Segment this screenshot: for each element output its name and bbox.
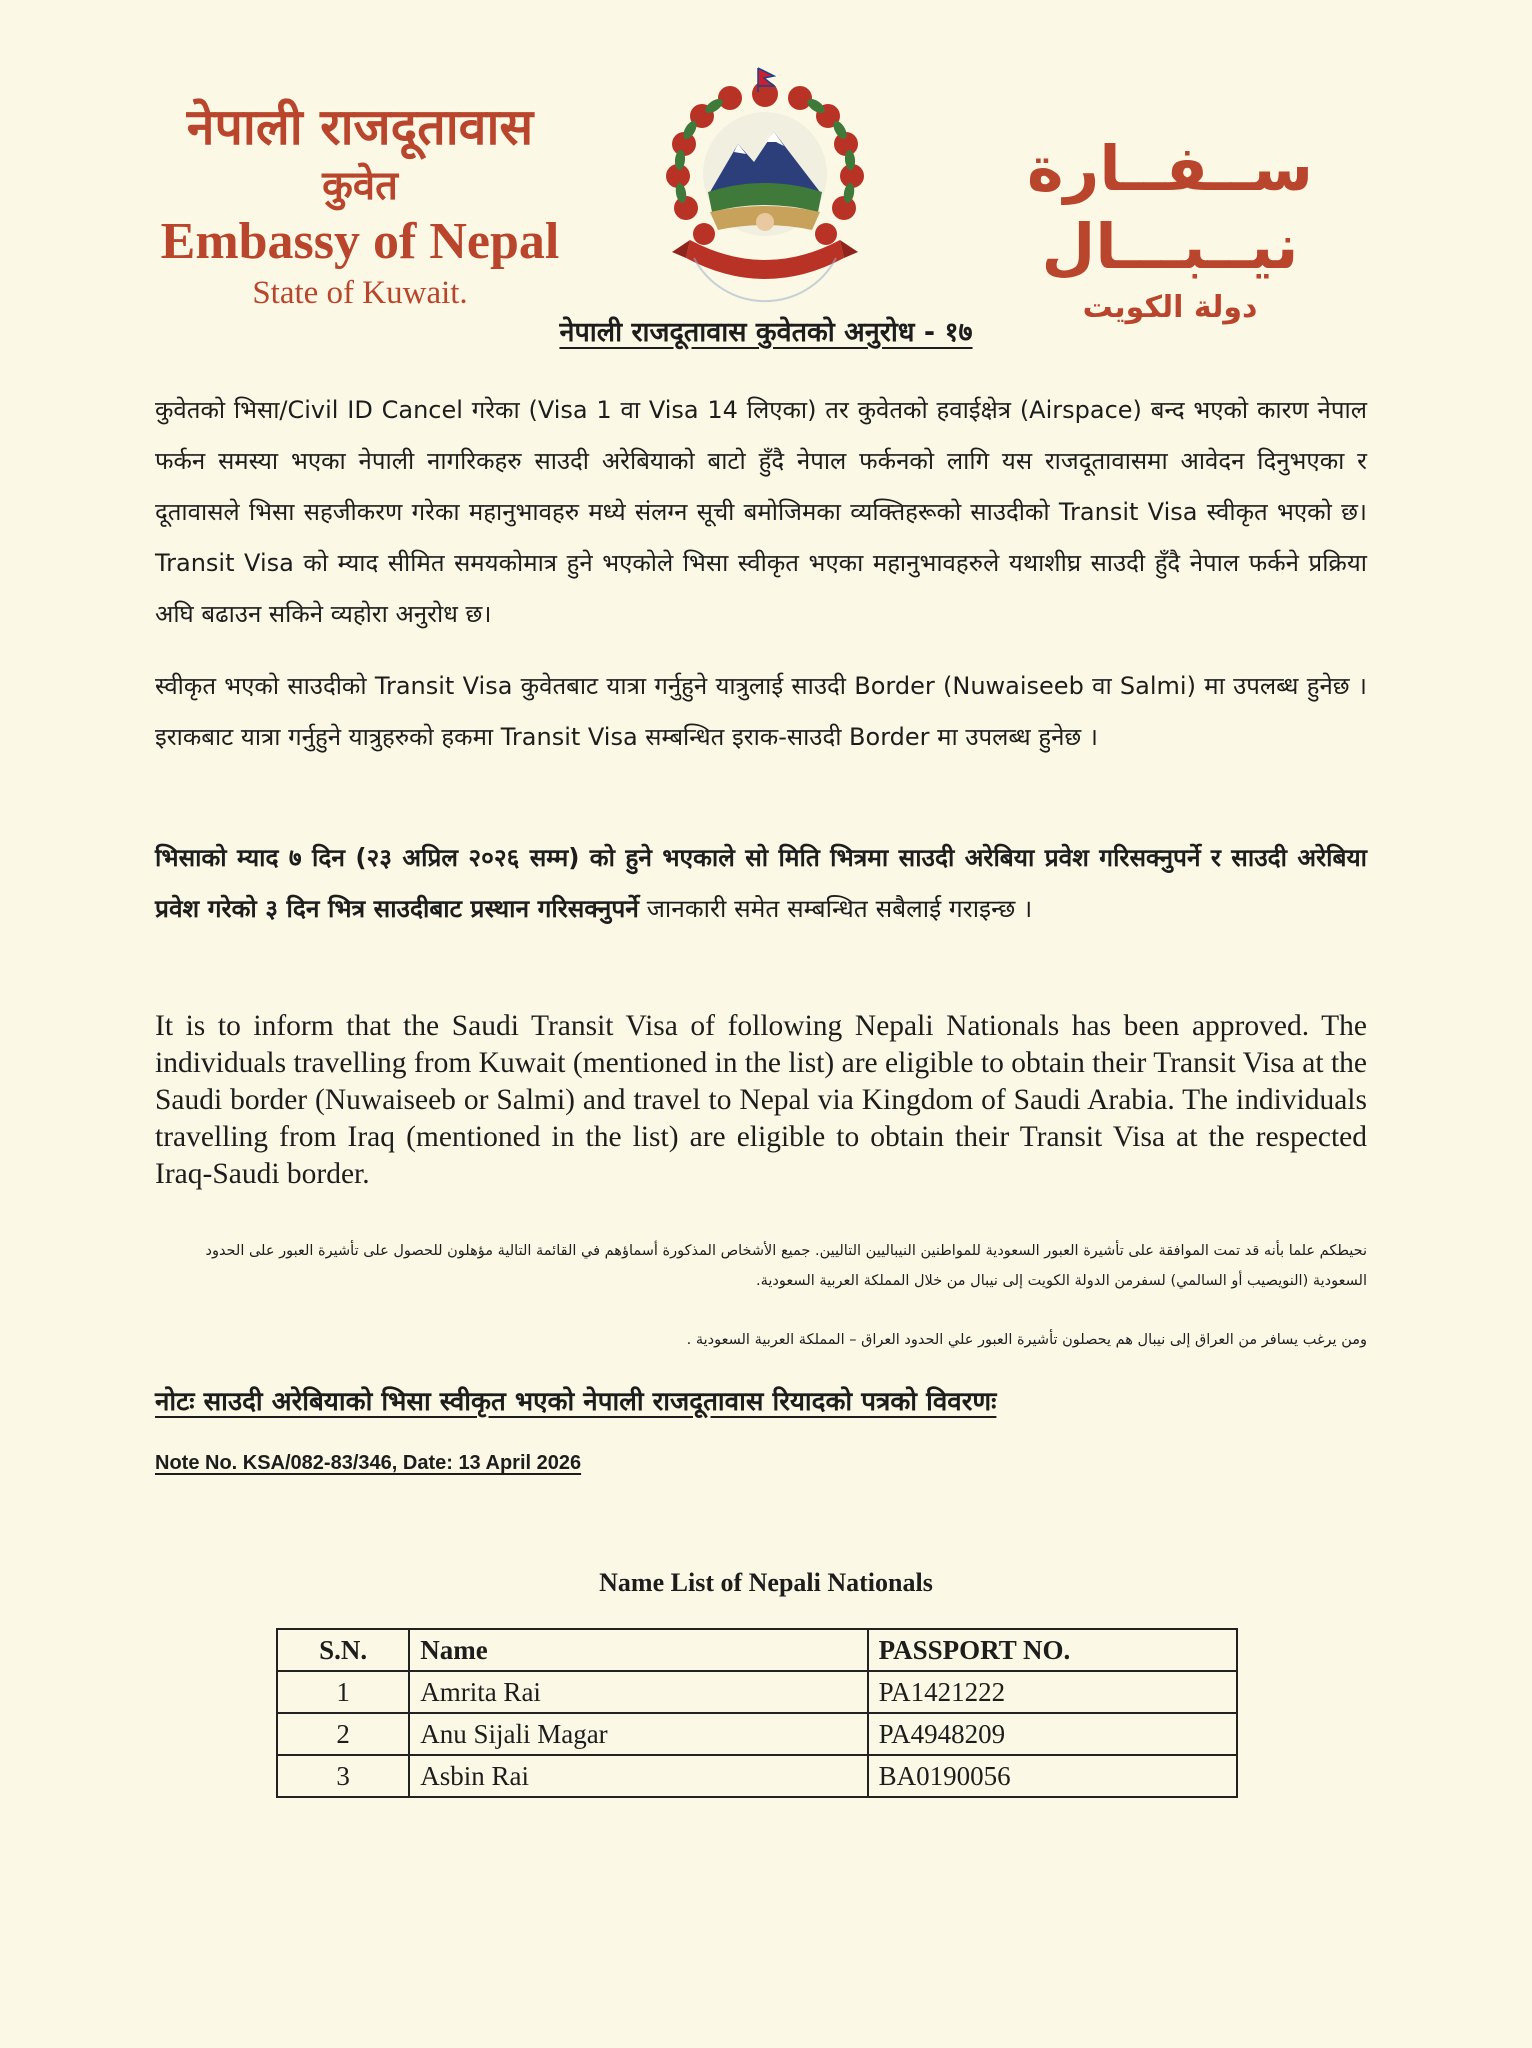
paragraph-english: It is to inform that the Saudi Transit Visa of following Nepali Nationals has been approved. The individuals travelling from Kuwait (mentioned in the list) are eligible to obtain their Transit Visa at the Saudi border (Nuwaiseeb or Salmi) and travel to Nepal via Kingdom of Saudi Arabia. The individuals travelling from Iraq (mentioned in the list) are eligible to obtain their Transit Visa at the respected Iraq-Saudi border. [155, 1010, 1367, 1190]
cell-passport: PA4948209 [868, 1713, 1237, 1755]
letter-heading-text: नेपाली राजदूतावास कुवेतको अनुरोध - १७ [559, 317, 973, 348]
nepal-coat-of-arms-icon [650, 62, 880, 312]
paragraph-nepali-2: स्वीकृत भएको साउदीको Transit Visa कुवेतबाट यात्रा गर्नुहुने यात्रुलाई साउदी Border (Nuwaiseeb वा Salmi) मा उपलब्ध हुनेछ । इराकबाट यात्रा गर्नुहुने यात्रुहरुको हकमा Transit Visa सम्बन्धित इराक-साउदी Border मा उपलब्ध हुनेछ । [155, 672, 1367, 751]
note-heading: नोटः साउदी अरेबियाको भिसा स्वीकृत भएको नेपाली राजदूतावास रियादको पत्रको विवरणः [155, 1387, 997, 1417]
cell-sn: 3 [277, 1755, 409, 1797]
letterhead-nepali-subtitle: कुवेत [322, 163, 398, 209]
paragraph-nepali-3-bold: भिसाको म्याद ७ दिन (२३ अप्रिल २०२६ सम्म) को हुने भएकाले सो मिति भित्रमा साउदी अरेबिया प्रवेश गरिसक्नुपर्ने र साउदी अरेबिया प्रवेश गरेको ३ दिन भित्र साउदीबाट प्रस्थान गरिसक्नुपर्ने [155, 843, 1367, 923]
cell-sn: 1 [277, 1671, 409, 1713]
table-header-row [277, 1629, 1237, 1671]
name-list-table [276, 1628, 1238, 1798]
paragraph-arabic-2: ومن يرغب يسافر من العراق إلى نيبال هم يحصلون تأشيرة العبور علي الحدود العراق – المملكة العربية السعودية . [686, 1332, 1367, 1348]
paragraph-arabic-1: نحيطكم علما بأنه قد تمت الموافقة على تأشيرة العبور السعودية للمواطنين النيباليين التاليين. جميع الأشخاص المذكورة أسماؤهم في القائمة التالية مؤهلون للحصول على تأشيرة العبور على الحدود السعودية (النويصيب أو السالمي) لسفرمن الدولة الكويت إلى نيبال من خلال المملكة العربية السعودية. [205, 1243, 1367, 1289]
cell-name: Amrita Rai [409, 1671, 867, 1713]
column-header-sn: S.N. [277, 1629, 409, 1671]
cell-name: Anu Sijali Magar [409, 1713, 867, 1755]
cell-passport: BA0190056 [868, 1755, 1237, 1797]
letterhead-nepali-title: नेपाली राजदूतावास [186, 98, 534, 156]
cell-passport: PA1421222 [868, 1671, 1237, 1713]
cell-sn: 2 [277, 1713, 409, 1755]
paragraph-nepali-1: कुवेतको भिसा/Civil ID Cancel गरेका (Visa 1 वा Visa 14 लिएका) तर कुवेतको हवाईक्षेत्र (Airspace) बन्द भएको कारण नेपाल फर्कन समस्या भएका नेपाली नागरिकहरु साउदी अरेबियाको बाटो हुँदै नेपाल फर्कनको लागि यस राजदूतावासमा आवेदन दिनुभएका र दूतावासले भिसा सहजीकरण गरेका महानुभावहरु मध्ये संलग्न सूची बमोजिमका व्यक्तिहरूको साउदीको Transit Visa स्वीकृत भएको छ। Transit Visa को म्याद सीमित समयकोमात्र हुने भएकोले भिसा स्वीकृत भएका महानुभावहरुले यथाशीघ्र साउदी हुँदै नेपाल फर्कने प्रक्रिया अघि बढाउन सकिने व्यहोरा अनुरोध छ। [155, 396, 1367, 628]
letterhead-right [930, 130, 1410, 330]
letterhead-left [130, 95, 590, 315]
column-header-name: Name [409, 1629, 867, 1671]
letterhead-english-title: Embassy of Nepal [160, 213, 560, 270]
table-row [277, 1713, 1237, 1755]
cell-name: Asbin Rai [409, 1755, 867, 1797]
letterhead-arabic-title: ســفــارة نيــبـــال [1027, 132, 1313, 283]
table-row [277, 1671, 1237, 1713]
note-reference: Note No. KSA/082-83/346, Date: 13 April 2026 [155, 1452, 582, 1474]
paragraph-nepali-3 [155, 832, 1367, 934]
letterhead-arabic-subtitle: دولة الكويت [1082, 290, 1258, 325]
letterhead-english-subtitle: State of Kuwait. [252, 275, 468, 311]
name-list-title: Name List of Nepali Nationals [599, 1568, 933, 1597]
table-row [277, 1755, 1237, 1797]
column-header-passport: PASSPORT NO. [868, 1629, 1237, 1671]
letter-heading [0, 312, 1532, 349]
paragraph-nepali-3-rest: जानकारी समेत सम्बन्धित सबैलाई गराइन्छ । [638, 894, 1033, 923]
